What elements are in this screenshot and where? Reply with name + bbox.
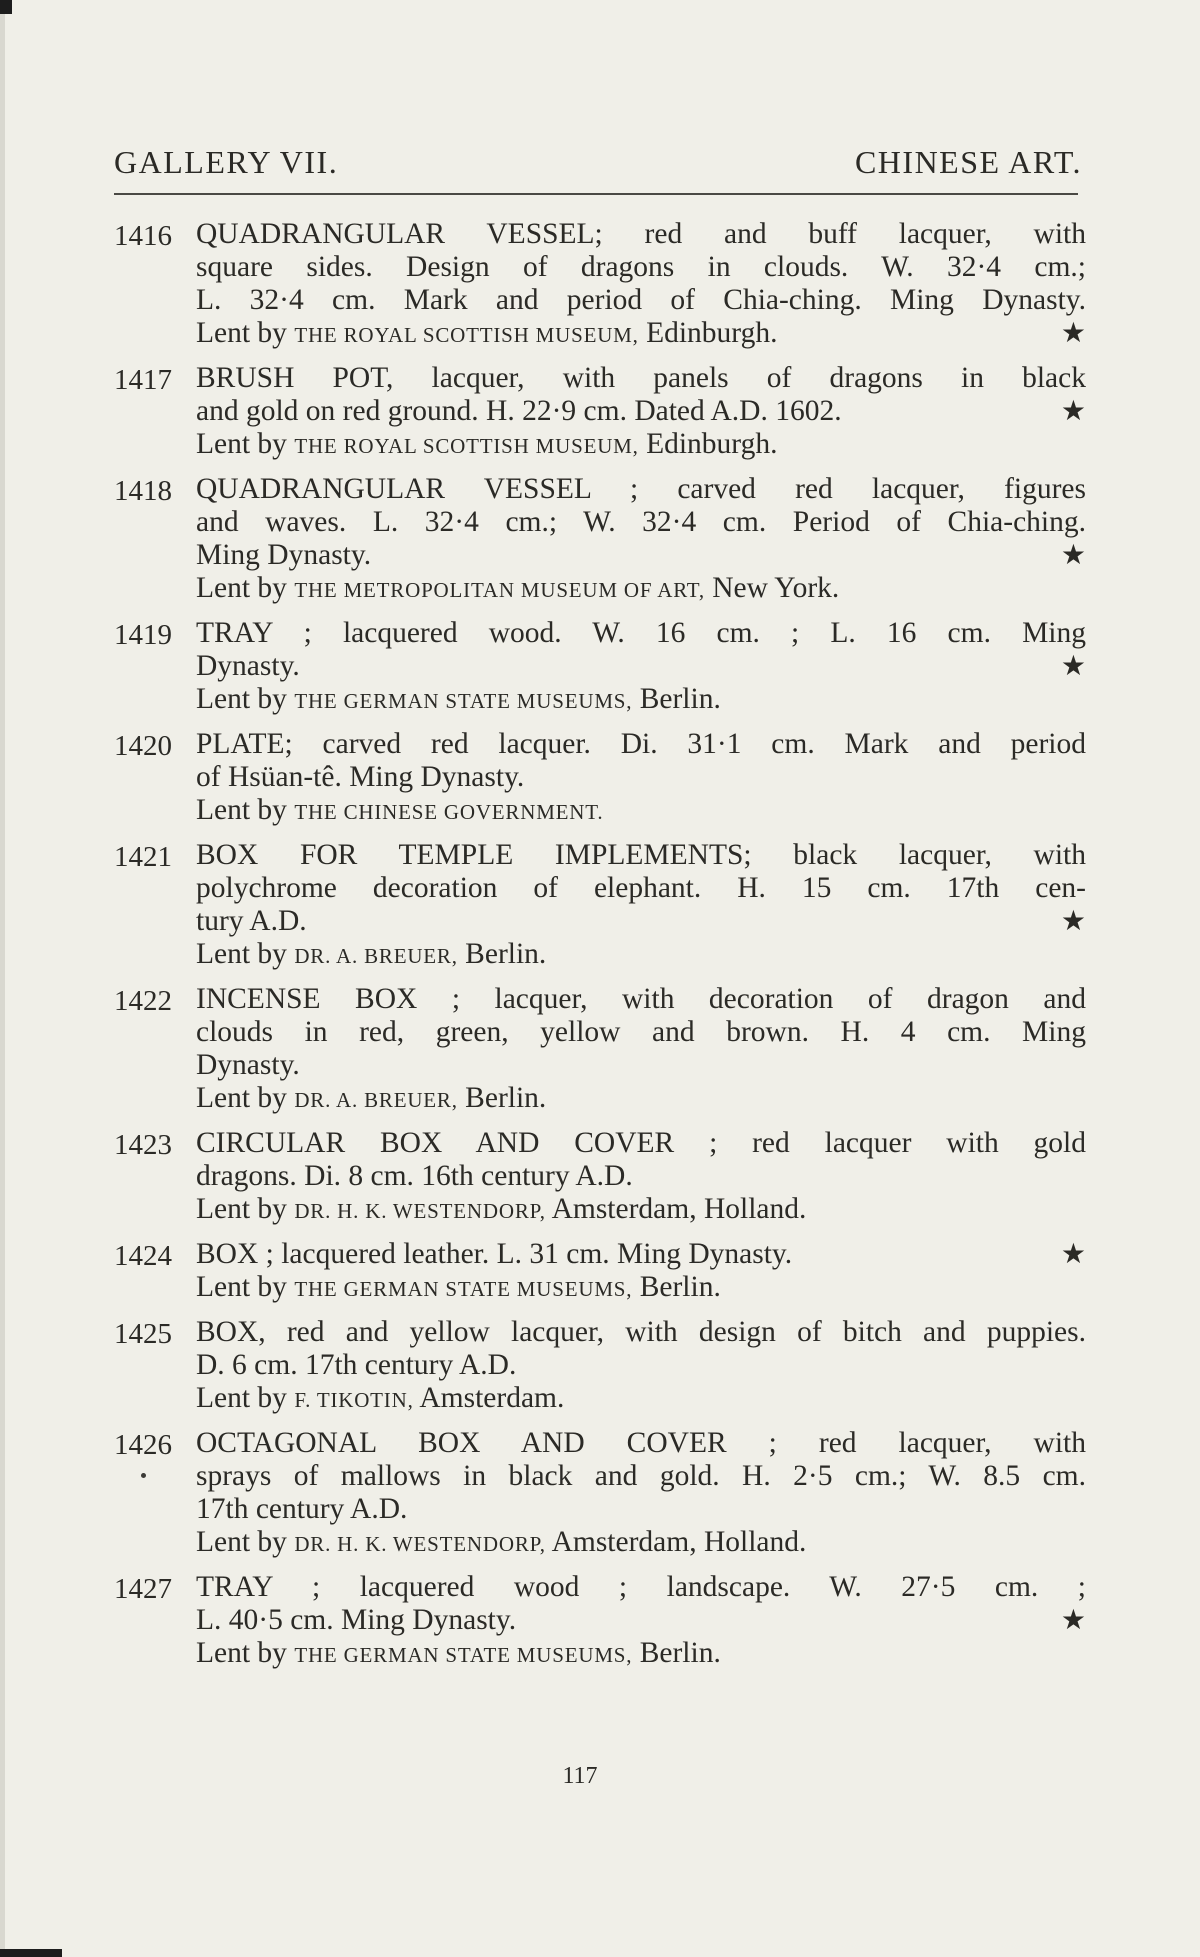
catalogue-entry (114, 983, 1086, 1115)
description-text: CIRCULAR BOX AND COVER ; red lacquer with gold (196, 1127, 1086, 1159)
lender-place: Berlin. (457, 1082, 547, 1114)
catalogue-entry (114, 728, 1086, 827)
star-icon: ★ (1060, 1605, 1086, 1636)
description-line (196, 1127, 1086, 1160)
lender-name: DR. A. BREUER, (294, 1088, 458, 1112)
entry-number: 1421 (114, 841, 172, 873)
description-line (196, 473, 1086, 506)
lent-by-label: Lent by (196, 1526, 295, 1558)
lender-place: Edinburgh. (638, 317, 778, 349)
description-line (196, 1460, 1086, 1493)
lender-line (196, 428, 1086, 461)
entry-number: 1425 (114, 1318, 172, 1350)
description-line (196, 218, 1086, 251)
description-line (196, 395, 1086, 428)
lender-place: Berlin. (632, 683, 721, 715)
lender-name: THE METROPOLITAN MUSEUM OF ART, (294, 578, 705, 602)
stray-mark (141, 1473, 146, 1478)
lender-line (196, 1637, 1086, 1670)
scan-corner-mark (0, 1949, 62, 1957)
description-text: Dynasty. (196, 1049, 300, 1081)
description-text: clouds in red, green, yellow and brown. H. 4 cm. Ming (196, 1016, 1086, 1048)
star-icon: ★ (1060, 651, 1086, 682)
entry-description (196, 362, 1086, 461)
description-text: TRAY ; lacquered wood. W. 16 cm. ; L. 16 cm. Ming (196, 617, 1086, 649)
description-line (196, 1316, 1086, 1349)
entry-description (196, 1127, 1086, 1226)
lent-by-label: Lent by (196, 1082, 295, 1114)
lender-line (196, 683, 1086, 716)
description-text: dragons. Di. 8 cm. 16th century A.D. (196, 1160, 633, 1192)
description-line (196, 284, 1086, 317)
description-text: BOX ; lacquered leather. L. 31 cm. Ming Dynasty. (196, 1238, 793, 1270)
description-text: PLATE; carved red lacquer. Di. 31·1 cm. Mark and period (196, 728, 1086, 760)
description-line (196, 650, 1086, 683)
description-line (196, 1571, 1086, 1604)
star-icon: ★ (1060, 540, 1086, 571)
description-text: 17th century A.D. (196, 1493, 408, 1525)
entry-description (196, 1427, 1086, 1559)
star-icon: ★ (1060, 906, 1086, 937)
lender-place: New York. (704, 572, 840, 604)
description-text: TRAY ; lacquered wood ; landscape. W. 27·5 cm. ; (196, 1571, 1086, 1603)
description-text: sprays of mallows in black and gold. H. 2·5 cm.; W. 8.5 cm. (196, 1460, 1086, 1492)
entry-description (196, 1238, 1086, 1304)
description-line (196, 1493, 1086, 1526)
lent-by-label: Lent by (196, 794, 295, 826)
lender-line (196, 1271, 1086, 1304)
description-line (196, 1049, 1086, 1082)
description-line (196, 251, 1086, 284)
entry-number: 1423 (114, 1129, 172, 1161)
lent-by-label: Lent by (196, 317, 295, 349)
star-icon: ★ (1060, 396, 1086, 427)
description-line (196, 362, 1086, 395)
entry-description (196, 983, 1086, 1115)
catalogue-entry (114, 839, 1086, 971)
lender-line (196, 572, 1086, 605)
lent-by-label: Lent by (196, 938, 295, 970)
lent-by-label: Lent by (196, 683, 295, 715)
lender-place: Berlin. (632, 1271, 721, 1303)
entry-description (196, 1316, 1086, 1415)
description-line (196, 1238, 1086, 1271)
description-text: BOX, red and yellow lacquer, with design of bitch and puppies. (196, 1316, 1086, 1348)
catalogue-entry (114, 218, 1086, 350)
entry-description (196, 1571, 1086, 1670)
description-text: INCENSE BOX ; lacquer, with decoration of dragon and (196, 983, 1086, 1015)
entry-number: 1427 (114, 1573, 172, 1605)
lender-name: THE ROYAL SCOTTISH MUSEUM, (294, 323, 639, 347)
star-icon: ★ (1060, 1239, 1086, 1270)
catalogue-entries (114, 218, 1086, 1682)
entry-number: 1426 (114, 1429, 172, 1461)
lender-line (196, 317, 1086, 350)
description-text: polychrome decoration of elephant. H. 15 cm. 17th cen- (196, 872, 1086, 904)
description-line (196, 983, 1086, 1016)
lender-line (196, 1193, 1086, 1226)
lender-place: Berlin. (457, 938, 547, 970)
lender-place: Amsterdam. (413, 1382, 565, 1414)
entry-description (196, 617, 1086, 716)
catalogue-entry (114, 1427, 1086, 1559)
description-line (196, 839, 1086, 872)
entry-description (196, 473, 1086, 605)
entry-description (196, 218, 1086, 350)
page-edge (0, 0, 5, 1957)
lender-place: Amsterdam, Holland. (545, 1193, 807, 1225)
lender-line (196, 1082, 1086, 1115)
lender-name: THE GERMAN STATE MUSEUMS, (294, 689, 633, 713)
lender-place: Amsterdam, Holland. (545, 1526, 807, 1558)
lender-line (196, 794, 1086, 827)
lent-by-label: Lent by (196, 1382, 295, 1414)
description-text: of Hsüan-tê. Ming Dynasty. (196, 761, 525, 793)
lender-name: DR. H. K. WESTENDORP, (294, 1199, 546, 1223)
lender-name: THE GERMAN STATE MUSEUMS, (294, 1277, 633, 1301)
lender-line (196, 1526, 1086, 1559)
lender-name: DR. A. BREUER, (294, 944, 458, 968)
description-line (196, 728, 1086, 761)
catalogue-entry (114, 1571, 1086, 1670)
catalogue-entry (114, 362, 1086, 461)
lent-by-label: Lent by (196, 1637, 295, 1669)
lender-name: DR. H. K. WESTENDORP, (294, 1532, 546, 1556)
lender-place: Berlin. (632, 1637, 721, 1669)
lender-line (196, 1382, 1086, 1415)
description-line (196, 1016, 1086, 1049)
description-text: OCTAGONAL BOX AND COVER ; red lacquer, with (196, 1427, 1086, 1459)
header-rule (114, 193, 1078, 195)
lent-by-label: Lent by (196, 1271, 295, 1303)
catalogue-entry (114, 1127, 1086, 1226)
description-line (196, 539, 1086, 572)
running-header (114, 142, 1082, 182)
description-text: square sides. Design of dragons in clouds. W. 32·4 cm.; (196, 251, 1086, 283)
entry-number: 1419 (114, 619, 172, 651)
entry-number: 1424 (114, 1240, 172, 1272)
catalogue-entry (114, 1316, 1086, 1415)
entry-number: 1417 (114, 364, 172, 396)
entry-description (196, 839, 1086, 971)
catalogue-entry (114, 617, 1086, 716)
description-text: Ming Dynasty. (196, 539, 372, 571)
lender-name: THE GERMAN STATE MUSEUMS, (294, 1643, 633, 1667)
lent-by-label: Lent by (196, 572, 295, 604)
entry-number: 1422 (114, 985, 172, 1017)
lent-by-label: Lent by (196, 428, 295, 460)
description-line (196, 872, 1086, 905)
description-text: BOX FOR TEMPLE IMPLEMENTS; black lacquer, with (196, 839, 1086, 871)
description-text: L. 32·4 cm. Mark and period of Chia-ching. Ming Dynasty. (196, 284, 1086, 316)
lent-by-label: Lent by (196, 1193, 295, 1225)
entry-number: 1418 (114, 475, 172, 507)
section-heading: CHINESE ART. (854, 144, 1082, 180)
description-text: L. 40·5 cm. Ming Dynasty. (196, 1604, 517, 1636)
description-line (196, 905, 1086, 938)
page-number: 117 (562, 1763, 598, 1789)
description-text: BRUSH POT, lacquer, with panels of dragons in black (196, 362, 1086, 394)
lender-line (196, 938, 1086, 971)
description-line (196, 506, 1086, 539)
lender-place: Edinburgh. (638, 428, 778, 460)
scan-corner-mark (0, 0, 12, 14)
lender-name: F. TIKOTIN, (294, 1388, 414, 1412)
entry-number: 1420 (114, 730, 172, 762)
description-line (196, 1349, 1086, 1382)
description-line (196, 617, 1086, 650)
description-line (196, 1160, 1086, 1193)
description-line (196, 1604, 1086, 1637)
entry-number: 1416 (114, 220, 172, 252)
lender-name: THE CHINESE GOVERNMENT. (294, 800, 604, 824)
description-text: tury A.D. (196, 905, 307, 937)
lender-name: THE ROYAL SCOTTISH MUSEUM, (294, 434, 639, 458)
description-line (196, 1427, 1086, 1460)
description-text: and waves. L. 32·4 cm.; W. 32·4 cm. Period of Chia-ching. (196, 506, 1086, 538)
description-text: QUADRANGULAR VESSEL; red and buff lacquer, with (196, 218, 1086, 250)
catalogue-entry (114, 1238, 1086, 1304)
description-line (196, 761, 1086, 794)
star-icon: ★ (1060, 318, 1086, 349)
entry-description (196, 728, 1086, 827)
description-text: and gold on red ground. H. 22·9 cm. Dated A.D. 1602. (196, 395, 842, 427)
description-text: D. 6 cm. 17th century A.D. (196, 1349, 517, 1381)
description-text: QUADRANGULAR VESSEL ; carved red lacquer, figures (196, 473, 1086, 505)
gallery-heading: GALLERY VII. (114, 144, 339, 180)
description-text: Dynasty. (196, 650, 300, 682)
catalogue-entry (114, 473, 1086, 605)
